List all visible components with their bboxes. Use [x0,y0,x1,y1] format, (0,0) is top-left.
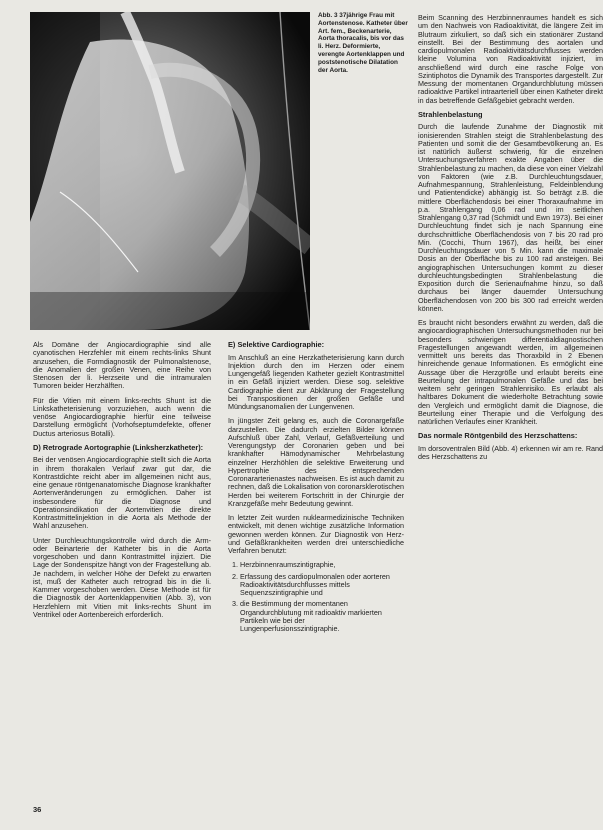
paragraph: Im Anschluß an eine Herzkatheterisierung kann durch Injektion durch den im Herzen oder einem Lungengefäß liegenden Katheter gezielt Kontrastmittel in ein Gefäß injiziert werden. Diese sog. selektive Cardiographie dient zur Abklärung der Fragestellung bei Transpositionen der großen Gefäße und Mündungsanomalien der Lungenvenen. [228,352,404,412]
paragraph: Für die Vitien mit einem links-rechts Shunt ist die Linkskatheterisierung vorzuziehen, auch wenn die venöse Angiocardiographie hierfür eine teilweise Darstellung ermöglicht (Vorhofseptumdefekte, offener Ductus arteriosus Botalli). [33,395,211,438]
page-number: 36 [33,805,42,814]
text-column-left [33,341,211,811]
paragraph: Unter Durchleuchtungskontrolle wird durch die Arm- oder Beinarterie der Katheter bis in die Aorta vorgeschoben und dann Kontrastmittel injiziert. Die Lage der Sondenspitze hängt von der Fragestellung ab. Je nachdem, in welcher Höhe der Defekt zu erwarten ist, muß der Katheter auch retrograd bis in die li. Kammer vorgeschoben werden. Diese Methode ist für die Diagnostik der Aortenklappenvitien (Abb. 3), von Herzfehlern mit Vitien mit links-rechts Shunt im Ventrikel oder Aortenbereich erforderlich. [33,535,211,619]
list-item: 2. Erfassung des cardiopulmonalen oder aorteren Radioaktivitätsdurchflusses mittels Sequenzszintigraphie und [240,573,404,598]
methods-list [228,561,404,633]
paragraph: Beim Scanning des Herzbinnenraumes handelt es sich um den Nachweis von Radioaktivität, die längere Zeit im Blutraum zirkuliert, so daß sich ein stationärer Zustand einstellt. Bei der Bestimmung des aortalen und cardiopulmonalen Radioaktivitätsdurchflusses werden kleine Volumina von Radioaktivität injiziert, im anschließend wird durch eine rasche Folge von Szintiphotos die Dynamik des Transportes dargestellt. Zur Messung der momentanen Organdurchblutung müssen radioaktive Partikel intraarteriell über einen Katheter direkt in das betreffende Gefäßgebiet gebracht werden. [418,14,603,105]
angiography-xray-image [30,12,310,330]
section-heading-radiation-exposure: Strahlenbelastung [418,109,483,119]
paragraph: Durch die laufende Zunahme der Diagnostik mit ionisierenden Strahlen steigt die Strahlenbelastung des Patienten und somit die der Gesamtbevölkerung an. Es ist natürlich äußerst schwierig, für die einzelnen Untersuchungsverfahren exakte Angaben über die Strahlenbelastung zu machen, da diese von einer Vielzahl von Faktoren (wie z.B. Durchleuchtungsdauer, Aufnahmespannung, Strahlenleistung, Feldeinblendung und Patientendicke) abhängig ist. So beträgt z.B. die mittlere Oberflächendosis bei einer Thoraxaufnahme im p.a. Strahlengang 0,06 rad und im seitlichen Strahlengang 0,37 rad (Schmidt und Ewn 1973). Bei einer Durchleuchtung findet sich je nach Spannung eine durchschnittliche Oberflächendosis von 7 bis 20 rad pro Min. (Cocchi, Thurn 1967), das heißt, bei einer Durchleuchtungsdauer von 5 Min. kann die maximale Dosis an der Oberfläche bis zu 100 rad ansteigen. Bei angiographischen Untersuchungen kommt zu dieser durchleuchtungsbedingten Strahlenbelastung die Exposition durch die Serienaufnahme hinzu, so daß durchaus bei länger dauernder Untersuchung Oberflächendosen von 200 bis 300 rad erreicht werden können. [418,122,603,313]
section-heading-retrograde-aortography: D) Retrograde Aortographie (Linksherzkatheter): [33,442,204,452]
paragraph: Im dorsoventralen Bild (Abb. 4) erkennen wir am re. Rand des Herzschattens zu [418,443,603,462]
section-heading-normal-xray: Das normale Röntgenbild des Herzschattens: [418,431,578,441]
paragraph: Es braucht nicht besonders erwähnt zu werden, daß die angiocardiographischen Untersuchungsmethoden nur bei besonders schwierigen differentialdiagnostischen Fragestellungen angewandt werden, im allgemeinen vermittelt uns bereits das Thoraxbild in 2 Ebenen hinreichende genaue Informationen. Es ermöglicht eine Aussage über die Herzgröße und erlaubt bereits eine Beurteilung der intrapulmonalen Gefäße und das bei weitem sehr geringen Strahlenrisiko. Es erlaubt als haltbares Dokument die wiederholte Betrachtung sowie den Vergleich und ermöglicht damit die Diagnose, die Beurteilung einer Therapie und die Verfolgung des natürlichen Verlaufes einer Krankheit. [418,318,603,427]
list-item: 3. die Bestimmung der momentanen Organdurchblutung mit radioaktiv markierten Partikeln wie bei der Lungenperfusionsszintigraphie. [240,600,404,633]
section-heading-selective-cardiography: E) Selektive Cardiographie: [228,341,325,349]
paragraph: In jüngster Zeit gelang es, auch die Coronargefäße darzustellen. Die dadurch erzielten Bilder können Aufschluß über Zahl, Verlauf, Gefäßverteilung und Verengungstyp der Coronarien geben und bei krankhafter Hämodynamischer Mehrbelastung einzelner Herzhöhlen die selektive Erweiterung und Hypertrophie des entsprechenden Coronararterienastes nachweisen. Es ist auch damit zu rechnen, daß die Lokalisation von coronarsklerotischen Herden bei weiterem Fortschritt in der Chirurgie der Kranzgefäße mehr Bedeutung gewinnt. [228,416,404,508]
paragraph: Als Domäne der Angiocardiographie sind alle cyanotischen Herzfehler mit einem rechts-links Shunt anzusehen, die Formdiagnostik der Pulmonalstenose, die Anomalien der großen Venen, eine Reihe von Stenosen der li. Herzseite und die intramuralen Tumoren beider Herzhälften. [33,341,211,391]
text-column-middle [228,341,404,821]
paragraph: Bei der venösen Angiocardiographie stellt sich die Aorta in ihrem thorakalen Verlauf zwar gut dar, die Kontrastdichte reicht aber im allgemeinen nicht aus, eine genaue röntgenanatomische Diagnose krankhafter Aortenveränderungen zu ermöglichen. Daher ist insbesondere für die Diagnose und Operationsindikation der Aortenvitien die direkte Kontrastmittelinjektion in die Aorta als Methode der Wahl anzusehen. [33,455,211,531]
list-item: 1. Herzbinnenraumszintigraphie, [240,561,404,569]
paragraph: In letzter Zeit wurden nuklearmedizinische Techniken entwickelt, mit denen wichtige zusätzliche Information gewonnen werden können. Zur Diagnostik von Herz- und Gefäßkrankheiten werden drei unterschiedliche Verfahren benutzt: [228,513,404,556]
xray-illustration [30,12,310,330]
figure-caption: Abb. 3 37jährige Frau mit Aortenstenose. Katheter über Art. fem., Beckenarterie, Aorta thoracalis, bis vor das li. Herz. Deformierte, verengte Aortenklappen und poststenotische Dilatation der Aorta. [318,12,408,74]
text-column-right [418,14,603,830]
